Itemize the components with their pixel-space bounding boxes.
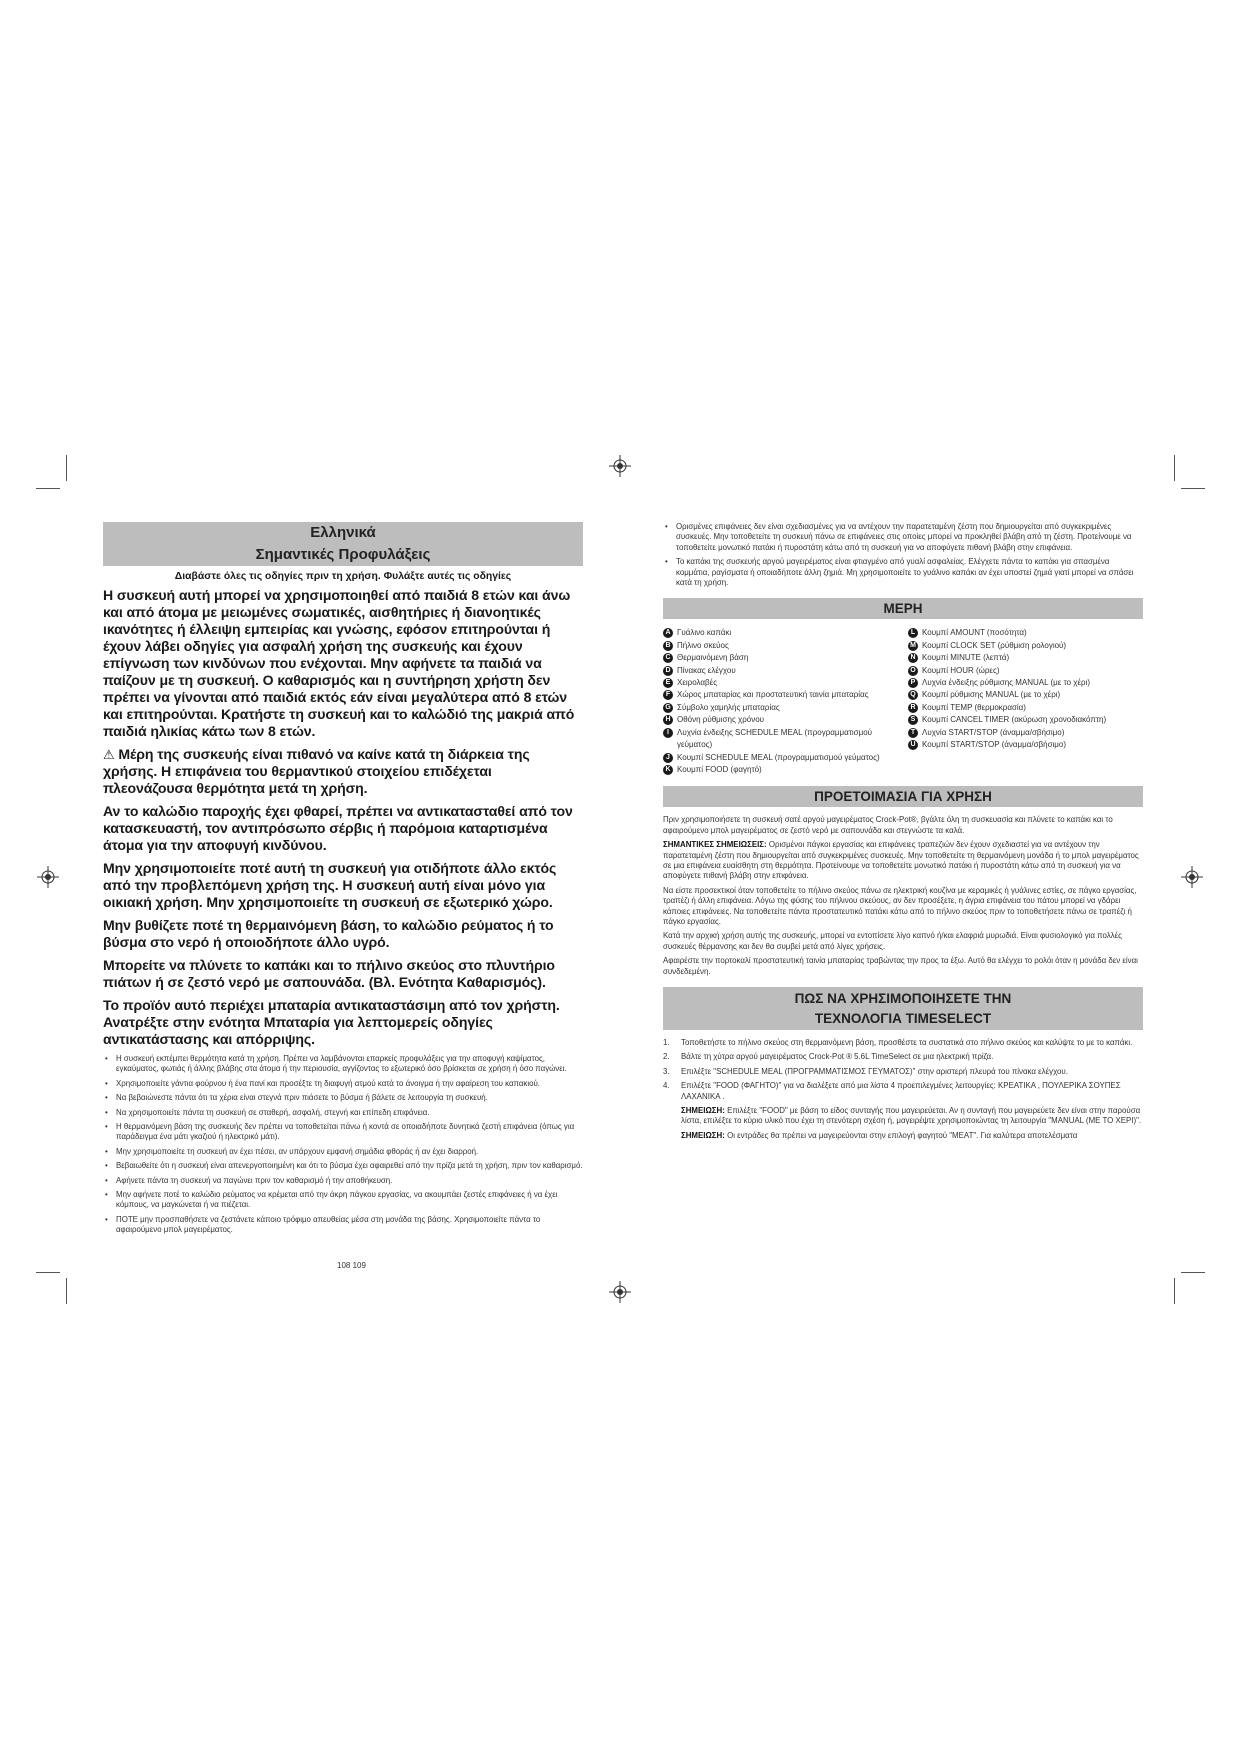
part-item (663, 652, 898, 664)
warning-triangle-icon: ⚠ (103, 747, 115, 762)
step-text: Τοποθετήστε το πήλινο σκεύος στη θερμαινόμενη βάση, προσθέστε τα συστατικά στο πήλινο σκεύος και καλύψτε το με το καπάκι. (681, 1038, 1133, 1047)
letter-h-badge-icon: H (663, 715, 673, 725)
prep-paragraph: Αφαιρέστε την πορτοκαλί προστατευτική ταινία μπαταρίας τραβώντας την προς τα έξω. Αυτό θα ελέγχει το ρολόι όταν η μονάδα δεν είναι συνδεδεμένη. (663, 956, 1138, 976)
part-item (908, 677, 1143, 689)
how-to-title-line2: ΤΕΧΝΟΛΟΓΙΑ TIMESELECT (814, 1011, 992, 1026)
part-label: Λυχνία ένδειξης ρύθμισης MANUAL (με το χέρι) (922, 678, 1091, 688)
part-label: Πίνακας ελέγχου (677, 665, 736, 675)
step-number: 3. (663, 1066, 670, 1076)
parts-list (663, 627, 1143, 776)
letter-e-badge-icon: E (663, 678, 673, 688)
warning-paragraph (103, 746, 583, 797)
parts-column-right (908, 627, 1143, 776)
list-item: • Αφήνετε πάντα τη συσκευή να παγώνει πριν τον καθαρισμό ή την αποθήκευση. (103, 1176, 583, 1186)
crop-mark (1174, 1278, 1175, 1304)
letter-t-badge-icon: T (908, 728, 918, 738)
list-item: • Να χρησιμοποιείτε πάντα τη συσκευή σε σταθερή, ασφαλή, στεγνή και επίπεδη επιφάνεια. (103, 1108, 583, 1118)
letter-a-badge-icon: A (663, 628, 673, 638)
prep-paragraph: Πριν χρησιμοποιήσετε τη συσκευή σατέ αργού μαγειρέματος Crock-Pot®, βγάλτε όλη τη συσκευασία και πλύνετε το καπάκι και το αφαιρούμενο μπολ μαγειρέματος σε ζεστό νερό με σαπουνάδα και στεγνώστε τα καλά. (663, 815, 1113, 835)
bold-warnings (103, 587, 583, 1048)
list-item: • Μην χρησιμοποιείτε τη συσκευή αν έχει πέσει, αν υπάρχουν εμφανή σημάδια φθοράς ή αν έχει διαρροή. (103, 1147, 583, 1157)
step-number: 1. (663, 1038, 670, 1047)
note-text: Οι εντράδες θα πρέπει να μαγειρεύονται στην επιλογή φαγητού "MEAT". Για καλύτερα αποτελέσματα (727, 1130, 1078, 1140)
part-label: Λυχνία START/STOP (άναμμα/σβήσιμο) (922, 727, 1065, 737)
letter-q-badge-icon: Q (908, 690, 918, 700)
step-number: 4. (663, 1081, 670, 1091)
important-notes-label: ΣΗΜΑΝΤΙΚΕΣ ΣΗΜΕΙΩΣΕΙΣ: (663, 840, 767, 850)
list-item: • Χρησιμοποιείτε γάντια φούρνου ή ένα πανί και προσέξτε τη διαφυγή ατμού κατά το άνοιγμα ή την αφαίρεση του καπακιού. (103, 1079, 583, 1089)
registration-mark-icon (609, 1281, 631, 1303)
letter-g-badge-icon: G (663, 703, 673, 713)
usage-steps (663, 1038, 1143, 1102)
list-item: • ΠΟΤΕ μην προσπαθήσετε να ζεστάνετε κάποιο τρόφιμο απευθείας μέσα στη μονάδα της βάσης. Χρησιμοποιείτε πάντα το αφαιρούμενο μπολ μαγειρέματος. (103, 1215, 583, 1236)
letter-n-badge-icon: N (908, 653, 918, 663)
letter-s-badge-icon: S (908, 715, 918, 725)
part-item (908, 739, 1143, 751)
safety-title: Σημαντικές Προφυλάξεις (255, 546, 431, 563)
part-item (908, 652, 1143, 664)
part-label: Κουμπί FOOD (φαγητό) (677, 764, 762, 774)
warning-paragraph: Αν το καλώδιο παροχής έχει φθαρεί, πρέπει να αντικατασταθεί από τον κατασκευαστή, τον αντιπρόσωπο σέρβις ή παρόμοια καταρτισμένα άτομα για την αποφυγή κινδύνου. (103, 803, 573, 853)
prep-important-notes (663, 840, 1143, 882)
part-item (663, 727, 898, 752)
registration-mark-icon (1181, 866, 1203, 888)
part-item (663, 627, 898, 639)
part-label: Κουμπί CANCEL TIMER (ακύρωση χρονοδιακόπτη) (922, 715, 1107, 725)
safety-header-band (103, 522, 583, 566)
letter-k-badge-icon: K (663, 765, 673, 775)
part-label: Κουμπί MINUTE (λεπτά) (922, 653, 1010, 663)
part-label: Κουμπί TEMP (θερμοκρασία) (922, 702, 1026, 712)
list-item: • Το καπάκι της συσκευής αργού μαγειρέματος είναι φτιαγμένο από γυαλί ασφαλείας. Ελέγχετε πάντα το καπάκι για σπασμένα κομμάτια, ραγίσματα ή οποιαδήποτε άλλη ζημιά. Μη χρησιμοποιείτε το γυάλινο καπάκι αν έχει υποστεί ζημιά γιατί μπορεί να σπάσει κατά τη χρήση. (663, 557, 1143, 588)
warning-paragraph: Μπορείτε να πλύνετε το καπάκι και το πήλινο σκεύος στο πλυντήριο πιάτων ή σε ζεστό νερό με σαπουνάδα. (Βλ. Ενότητα Καθαρισμός). (103, 957, 555, 990)
letter-m-badge-icon: M (908, 641, 918, 651)
letter-u-badge-icon: U (908, 740, 918, 750)
note-meat-selection (681, 1131, 1143, 1141)
warning-text: Μέρη της συσκευής είναι πιθανό να καίνε κατά τη διάρκεια της χρήσης. Η επιφάνεια του θερμαντικού στοιχείου επιδέχεται πλεονάζουσα θερμότητα μετά τη χρήση. (103, 746, 530, 796)
letter-p-badge-icon: P (908, 678, 918, 688)
warning-paragraph: Μην χρησιμοποιείτε ποτέ αυτή τη συσκευή για οτιδήποτε άλλο εκτός από την προβλεπόμενη χρήση της. Η συσκευή αυτή είναι μόνο για οικιακή χρήση. Μην χρησιμοποιείτε τη συσκευή σε εξωτερικό χώρο. (103, 860, 557, 910)
step-text: Βάλτε τη χύτρα αργού μαγειρέματος Crock-Pot ® 5.6L TimeSelect σε μια ηλεκτρική πρίζα. (681, 1052, 994, 1062)
part-item (663, 640, 898, 652)
step-item (663, 1052, 1143, 1062)
list-item: • Η συσκευή εκπέμπει θερμότητα κατά τη χρήση. Πρέπει να λαμβάνονται επαρκείς προφυλάξεις για την αποφυγή καψίματος, εγκαύματος, φωτιάς ή άλλης βλάβης στα άτομα ή την περιουσία, αγγίζοντας το εξωτερικό όσο βρίσκεται σε χρήση ή όσο παγώνει. (103, 1054, 583, 1075)
letter-b-badge-icon: B (663, 641, 673, 651)
part-item (663, 665, 898, 677)
part-item (663, 752, 898, 764)
note-food-selection (681, 1106, 1143, 1127)
part-label: Χειρολαβές (677, 678, 718, 688)
step-text: Επιλέξτε "FOOD (ΦΑΓΗΤΟ)" για να διαλέξετε από μια λίστα 4 προεπιλεγμένες λειτουργίες: ΚΡΕΑΤΙΚΑ , ΠΟΥΛΕΡΙΚΑ ΣΟΥΠΕΣ ΛΑΧΑΝΙΚΑ . (681, 1081, 1121, 1101)
parts-header: ΜΕΡΗ (663, 598, 1143, 619)
list-item: • Βεβαιωθείτε ότι η συσκευή είναι απενεργοποιημένη και ότι το βύσμα έχει αφαιρεθεί από την πρίζα μετά τη χρήση, πριν τον καθαρισμό. (103, 1161, 583, 1171)
part-item (908, 627, 1143, 639)
warning-paragraph: Μην βυθίζετε ποτέ τη θερμαινόμενη βάση, το καλώδιο ρεύματος ή το βύσμα στο νερό ή οποιοδήποτε άλλο υγρό. (103, 917, 554, 950)
crop-mark (66, 455, 67, 481)
page-numbers: 108 109 (337, 1261, 366, 1270)
part-item (663, 702, 898, 714)
part-item (663, 677, 898, 689)
right-page (663, 522, 1143, 1145)
crop-mark (1181, 1272, 1205, 1273)
part-label: Λυχνία ένδειξης SCHEDULE MEAL (προγραμματισμού γεύματος) (677, 727, 873, 750)
part-label: Κουμπί START/STOP (άναμμα/σβήσιμο) (922, 740, 1067, 750)
note-text: Επιλέξτε "FOOD" με βάση το είδος συνταγής που μαγειρεύεται. Αν η συνταγή που μαγειρεύετε δεν είναι στην παρούσα λίστα, επιλέξτε το κύριο υλικό που έχει τη στενότερη σχέση ή, μαγειρέψτε χρησιμοποιώντας τη λειτουργία "MANUAL (ΜΕ ΤΟ ΧΕΡΙ)". (681, 1106, 1142, 1126)
how-to-use-header (663, 987, 1143, 1030)
parts-column-left (663, 627, 898, 776)
left-page (103, 522, 583, 1240)
step-item (663, 1038, 1143, 1048)
crop-mark (66, 1278, 67, 1304)
step-text: Επιλέξτε "SCHEDULE MEAL (ΠΡΟΓΡΑΜΜΑΤΙΣΜΟΣ ΓΕΥΜΑΤΟΣ)" στην αριστερή πλευρά του πίνακα ελέγχου. (681, 1066, 1068, 1076)
list-item: • Ορισμένες επιφάνειες δεν είναι σχεδιασμένες για να αντέχουν την παρατεταμένη ζέστη που δημιουργείται από συγκεκριμένες συσκευές. Μην τοποθετείτε τη συσκευή πάνω σε επιφάνειες στις οποίες μπορεί να προκληθεί βλάβη από τη ζέστη. Προτείνουμε να τοποθετείτε μονωτικό πατάκι ή πυροστάτη κάτω από τη συσκευή για να αποφύγετε πιθανή βλάβη στην επιφάνεια. (663, 522, 1143, 553)
letter-d-badge-icon: D (663, 666, 673, 676)
list-item: • Να βεβαιώνεστε πάντα ότι τα χέρια είναι στεγνά πριν πιάσετε το βύσμα ή βάλετε σε λειτουργία τη συσκευή. (103, 1093, 583, 1103)
part-label: Κουμπί CLOCK SET (ρύθμιση ρολογιού) (922, 640, 1067, 650)
prep-paragraph: Κατά την αρχική χρήση αυτής της συσκευής, μπορεί να εντοπίσετε λίγο καπνό ή/και ελαφριά μυρωδιά. Είναι φυσιολογικό για πολλές συσκευές θέρμανσης και δεν θα συμβεί μετά από λίγες χρήσεις. (663, 931, 1122, 951)
part-item (663, 714, 898, 726)
step-item (663, 1067, 1143, 1077)
list-item: • Μην αφήνετε ποτέ το καλώδιο ρεύματος να κρέμεται από την άκρη πάγκου εργασίας, να ακουμπάει ζεστές επιφάνειες ή να έχει κόμπους, να μαγκώνεται ή να πιέζεται. (103, 1190, 583, 1211)
letter-j-badge-icon: J (663, 753, 673, 763)
part-item (908, 702, 1143, 714)
part-label: Σύμβολο χαμηλής μπαταρίας (677, 702, 780, 712)
part-item (908, 714, 1143, 726)
part-label: Πήλινο σκεύος (677, 640, 729, 650)
part-item (663, 689, 898, 701)
part-label: Κουμπί HOUR (ώρες) (922, 665, 1000, 675)
crop-mark (1181, 488, 1205, 489)
prep-paragraph: Να είστε προσεκτικοί όταν τοποθετείτε το πήλινο σκεύος πάνω σε ηλεκτρική κουζίνα με κεραμικές ή γυάλινες εστίες, σε πάγκο εργασίας, τραπέζι ή άλλη επιφάνεια. Λόγω της φύσης του πήλινου σκεύους, αν δεν προσέξετε, η άγρια επιφάνεια του πάτου μπορεί να γδάρει κάποιες επιφάνειες. Να τοποθετείτε πάντα προστατευτικό πατάκι κάτω από το πήλινο σκεύος πριν το τοποθετήσετε πάνω σε τραπέζι ή πάγκο εργασίας. (663, 885, 1137, 926)
registration-mark-icon (37, 866, 59, 888)
step-item (663, 1081, 1143, 1102)
note-label: ΣΗΜΕΙΩΣΗ: (681, 1130, 725, 1140)
part-label: Κουμπί AMOUNT (ποσότητα) (922, 628, 1027, 638)
letter-r-badge-icon: R (908, 703, 918, 713)
preparation-header: ΠΡΟΕΤΟΙΜΑΣΙΑ ΓΙΑ ΧΡΗΣΗ (663, 786, 1143, 807)
part-label: Θερμαινόμενη βάση (677, 653, 749, 663)
letter-c-badge-icon: C (663, 653, 673, 663)
surface-bullet-list (663, 522, 1143, 588)
part-item (908, 665, 1143, 677)
part-item (908, 640, 1143, 652)
letter-i-badge-icon: I (663, 728, 673, 738)
part-label: Γυάλινο καπάκι (677, 628, 732, 638)
note-label: ΣΗΜΕΙΩΣΗ: (681, 1106, 725, 1116)
part-item (908, 727, 1143, 739)
crop-mark (1174, 455, 1175, 481)
part-label: Κουμπί SCHEDULE MEAL (προγραμματισμού γεύματος) (677, 752, 880, 762)
part-item (908, 689, 1143, 701)
read-instructions-note: Διαβάστε όλες τις οδηγίες πριν τη χρήση. Φυλάξτε αυτές τις οδηγίες (174, 571, 512, 582)
list-item: • Η θερμαινόμενη βάση της συσκευής δεν πρέπει να τοποθετείται πάνω ή κοντά σε οποιαδήποτε δυνητικά ζεστή επιφάνεια (όπως για παράδειγμα ένα μάτι γκαζιού ή ηλεκτρικό μάτι). (103, 1122, 583, 1143)
part-label: Κουμπί ρύθμισης MANUAL (με το χέρι) (922, 690, 1061, 700)
important-notes-text: Ορισμένοι πάγκοι εργασίας και επιφάνειες τραπεζιών δεν έχουν σχεδιαστεί για να αντέχουν την παρατεταμένη ζέστη που δημιουργείται από συγκεκριμένες συσκευές. Μην τοποθετείτε τη θερμαινόμενη μονάδα ή το μπολ μαγειρέματος σε μια επιφάνεια ευαίσθητη στη θερμότητα. Προτείνουμε να τοποθετείτε μονωτικό πατάκι ή πυροστάτη κάτω από τη συσκευή για να αποφύγετε πιθανή βλάβη στην επιφάνεια. (663, 840, 1139, 881)
language-title: Ελληνικά (310, 524, 376, 541)
warning-paragraph: Η συσκευή αυτή μπορεί να χρησιμοποιηθεί από παιδιά 8 ετών και άνω και από άτομα με μειωμένες σωματικές, αισθητήριες ή διανοητικές ικανότητες ή έλλειψη εμπειρίας και γνώσης, εφόσον επιτηρούνται ή έχουν λάβει οδηγίες για ασφαλή χρήση της συσκευής και έχουν επίγνωση των κινδύνων που ενέχονται. Μην αφήνετε τα παιδιά να παίζουν με τη συσκευή. Ο καθαρισμός και η συντήρηση χρήστη δεν πρέπει να γίνονται από παιδιά εκτός εάν είναι μεγαλύτερα από 8 ετών και επιτηρούνται. Κρατήστε τη συσκευή και το καλώδιό της μακριά από παιδιά ηλικίας κάτω των 8 ετών. (103, 587, 575, 739)
crop-mark (36, 488, 60, 489)
part-label: Χώρος μπαταρίας και προστατευτική ταινία μπαταρίας (677, 690, 869, 700)
part-item (663, 764, 898, 776)
letter-l-badge-icon: L (908, 628, 918, 638)
safety-bullet-list (103, 1054, 583, 1236)
warning-paragraph: Το προϊόν αυτό περιέχει μπαταρία αντικαταστάσιμη από τον χρήστη. Ανατρέξτε στην ενότητα Μπαταρία για λεπτομερείς οδηγίες αντικατάστασης και απόρριψης. (103, 997, 560, 1047)
how-to-title-line1: ΠΩΣ ΝΑ ΧΡΗΣΙΜΟΠΟΙΗΣΕΤΕ ΤΗΝ (794, 991, 1012, 1006)
part-label: Οθόνη ρύθμισης χρόνου (677, 715, 765, 725)
crop-mark (36, 1272, 60, 1273)
letter-o-badge-icon: O (908, 666, 918, 676)
letter-f-badge-icon: F (663, 690, 673, 700)
registration-mark-icon (609, 455, 631, 477)
step-number: 2. (663, 1052, 670, 1062)
